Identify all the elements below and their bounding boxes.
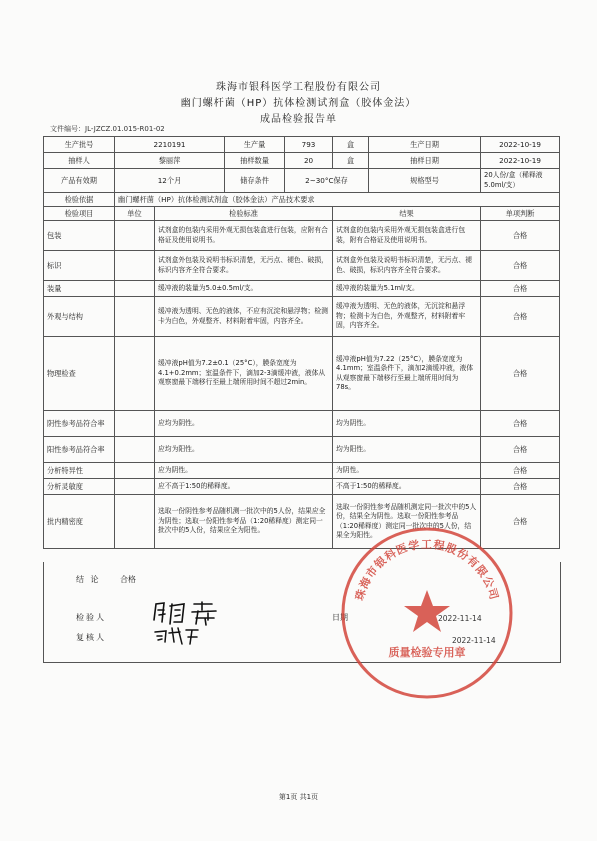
row-judge: 合格 [481, 411, 560, 437]
row-judge: 合格 [481, 437, 560, 463]
inspector-label: 检验人 [76, 613, 106, 622]
table-row [44, 463, 560, 479]
row-standard: 缓冲液的装量为5.0±0.5ml/支。 [155, 281, 333, 297]
row-unit [115, 437, 155, 463]
basis-label: 检验依据 [44, 193, 115, 207]
col-header-item: 检验项目 [44, 207, 115, 221]
row-standard: 应均为阳性。 [155, 437, 333, 463]
row-result: 缓冲液的装量为5.1ml/支。 [333, 281, 481, 297]
row-unit [115, 297, 155, 337]
row-item: 分析特异性 [44, 463, 115, 479]
company-name: 珠海市银科医学工程股份有限公司 [216, 82, 381, 93]
table-row [44, 479, 560, 495]
sample-qty-unit: 盒 [333, 153, 369, 169]
conclusion-value: 合格 [120, 575, 136, 584]
col-header-result: 结果 [333, 207, 481, 221]
inspector-date: 2022-11-14 [438, 614, 482, 623]
inspection-table [43, 136, 560, 549]
prod-date-label: 生产日期 [369, 137, 481, 153]
col-header-judge: 单项判断 [481, 207, 560, 221]
row-unit [115, 337, 155, 411]
table-row [44, 337, 560, 411]
row-result: 不高于1:50的稀释度。 [333, 479, 481, 495]
row-judge: 合格 [481, 221, 560, 251]
reviewer-date: 2022-11-14 [452, 636, 496, 645]
svg-text:质量检验专用章: 质量检验专用章 [388, 646, 466, 659]
row-result: 试剂盒外包装及说明书标识清楚，无污点、褪色、破损，标识内容齐全符合要求。 [333, 251, 481, 281]
row-result: 试剂盒的包装内采用外观无损包装盒进行包装，附有合格证及使用说明书。 [333, 221, 481, 251]
row-standard: 选取一份阴性参考品随机测一批次中的5人份，结果应全为阴性；选取一份阳性参考品（1:20稀释度）测定同一批次中的5人份，结果应全为阳性。 [155, 495, 333, 549]
row-result: 为阴性。 [333, 463, 481, 479]
prod-qty-value: 793 [285, 137, 333, 153]
file-number: 文件编号：JL-JZCZ.01.015-R01-02 [50, 125, 165, 133]
prod-qty-label: 生产量 [225, 137, 285, 153]
row-unit [115, 495, 155, 549]
table-row [44, 411, 560, 437]
spec-value: 20人份/盒（稀释液5.0ml/支） [481, 169, 560, 193]
table-row [44, 281, 560, 297]
row-judge: 合格 [481, 479, 560, 495]
row-item: 分析灵敏度 [44, 479, 115, 495]
quality-inspection-stamp [338, 524, 516, 702]
col-header-standard: 检验标准 [155, 207, 333, 221]
page-footer: 第1页 共1页 [278, 793, 319, 801]
row-unit [115, 281, 155, 297]
sample-date-value: 2022-10-19 [481, 153, 560, 169]
product-name: 幽门螺杆菌（HP）抗体检测试剂盒（胶体金法） [180, 98, 417, 109]
row-standard: 应为阴性。 [155, 463, 333, 479]
reviewer-signature [152, 624, 202, 646]
row-unit [115, 251, 155, 281]
row-item: 包装 [44, 221, 115, 251]
report-title: 成品检验报告单 [260, 114, 337, 125]
prod-date-value: 2022-10-19 [481, 137, 560, 153]
validity-value: 12个月 [115, 169, 225, 193]
row-standard: 试剂盒的包装内采用外观无损包装盒进行包装，应附有合格证及使用说明书。 [155, 221, 333, 251]
row-item: 阴性参考品符合率 [44, 411, 115, 437]
spec-label: 规格型号 [369, 169, 481, 193]
inspector-date-label: 日期 [332, 613, 348, 622]
row-item: 外观与结构 [44, 297, 115, 337]
sampler-label: 抽样人 [44, 153, 115, 169]
sample-qty-label: 抽样数量 [225, 153, 285, 169]
row-item: 批内精密度 [44, 495, 115, 549]
row-unit [115, 479, 155, 495]
row-judge: 合格 [481, 297, 560, 337]
row-standard: 应不高于1:50的稀释度。 [155, 479, 333, 495]
row-result: 均为阴性。 [333, 411, 481, 437]
prod-qty-unit: 盒 [333, 137, 369, 153]
row-judge: 合格 [481, 337, 560, 411]
row-judge: 合格 [481, 281, 560, 297]
row-standard: 应均为阴性。 [155, 411, 333, 437]
table-row [44, 437, 560, 463]
row-item: 阳性参考品符合率 [44, 437, 115, 463]
table-row [44, 221, 560, 251]
row-item: 标识 [44, 251, 115, 281]
row-unit [115, 463, 155, 479]
row-item: 装量 [44, 281, 115, 297]
row-result: 均为阳性。 [333, 437, 481, 463]
reviewer-label: 复核人 [76, 633, 106, 642]
row-standard: 缓冲液pH值为7.2±0.1（25°C），膜条宽度为4.1+0.2mm；室温条件下，滴加2-3滴缓冲液，液体从观察窗最下端移行至最上端所用时间不超过2min。 [155, 337, 333, 411]
row-standard: 缓冲液为透明、无色的液体，不应有沉淀和悬浮物；检测卡为白色，外观整齐、材料附着牢固，内容齐全。 [155, 297, 333, 337]
batch-label: 生产批号 [44, 137, 115, 153]
batch-value: 2210191 [115, 137, 225, 153]
conclusion-label: 结 论 [76, 575, 101, 584]
sample-date-label: 抽样日期 [369, 153, 481, 169]
table-row [44, 297, 560, 337]
row-unit [115, 411, 155, 437]
svg-text:珠海市银科医学工程股份有限公司: 珠海市银科医学工程股份有限公司 [353, 538, 501, 602]
sample-qty-value: 20 [285, 153, 333, 169]
validity-label: 产品有效期 [44, 169, 115, 193]
row-judge: 合格 [481, 495, 560, 549]
table-row [44, 251, 560, 281]
row-judge: 合格 [481, 251, 560, 281]
row-result: 缓冲液pH值为7.22（25°C），膜条宽度为4.1mm；室温条件下，滴加2滴缓冲液，液体从观察窗最下端移行至最上端所用时间为78s。 [333, 337, 481, 411]
basis-value: 幽门螺杆菌（HP）抗体检测试剂盒（胶体金法）产品技术要求 [115, 193, 560, 207]
row-standard: 试剂盒外包装及说明书标识清楚，无污点、褪色、破损，标识内容齐全符合要求。 [155, 251, 333, 281]
row-item: 物理检查 [44, 337, 115, 411]
row-judge: 合格 [481, 463, 560, 479]
storage-value: 2~30°C保存 [285, 169, 369, 193]
row-result: 选取一份阴性参考品随机测定同一批次中的5人份，结果全为阴性。选取一份阳性参考品（1:20稀释度）测定同一批次中的5人份，结果全为阳性。 [333, 495, 481, 549]
row-unit [115, 221, 155, 251]
col-header-unit: 单位 [115, 207, 155, 221]
row-result: 缓冲液为透明、无色的液体，无沉淀和悬浮物；检测卡为白色，外观整齐，材料附着牢固，内容齐全。 [333, 297, 481, 337]
storage-label: 储存条件 [225, 169, 285, 193]
sampler-value: 黎丽萍 [115, 153, 225, 169]
